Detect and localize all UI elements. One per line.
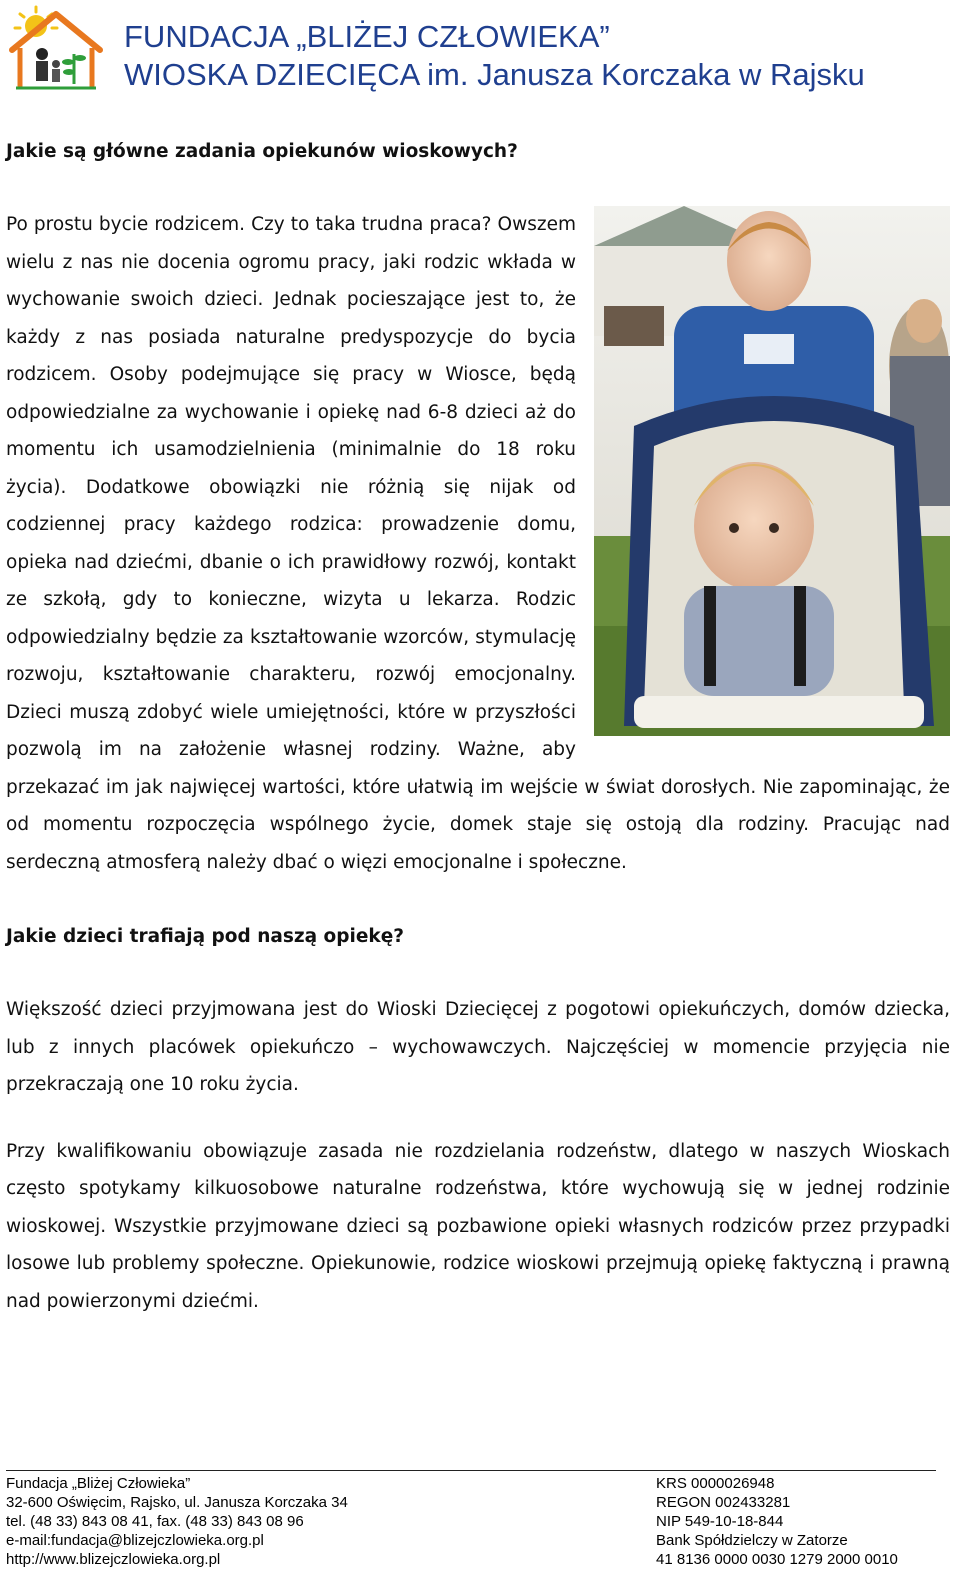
page-header bbox=[0, 0, 960, 100]
footer-bank-name: Bank Spółdzielczy w Zatorze bbox=[656, 1532, 848, 1549]
photo-boy-pushing-stroller bbox=[594, 206, 950, 736]
article-body bbox=[6, 140, 950, 1320]
footer-bank-account: 41 8136 0000 0030 1279 2000 0010 bbox=[656, 1551, 898, 1568]
village-name: WIOSKA DZIECIĘCA im. Janusza Korczaka w Rajsku bbox=[124, 57, 865, 92]
footer-regon: REGON 002433281 bbox=[656, 1494, 791, 1511]
section-heading-caregiver-tasks: Jakie są główne zadania opiekunów wioskowych? bbox=[6, 141, 518, 162]
footer-nip: NIP 549-10-18-844 bbox=[656, 1513, 784, 1530]
organization-name: FUNDACJA „BLIŻEJ CZŁOWIEKA” bbox=[124, 19, 610, 54]
footer-krs: KRS 0000026948 bbox=[656, 1475, 775, 1492]
section-paragraph-siblings: Przy kwalifikowaniu obowiązuje zasada nie rozdzielania rodzeństw, dlatego w naszych Wioskach często spotykamy kilkuosobowe naturalne rodzeństwa, które wychowują się w jednej rodzinie wioskowej. Wszystkie przyjmowane dzieci są pozbawione opieki własnych rodziców przez przypadki losowe lub problemy społeczne. Opiekunowie, rodzice wioskowi przejmują opiekę faktyczną i prawną nad powierzonymi dziećmi. bbox=[6, 1140, 950, 1312]
footer-registry bbox=[656, 1474, 898, 1569]
section-paragraph-children-origin: Większość dzieci przyjmowana jest do Wioski Dziecięcej z pogotowi opiekuńczych, domów dziecka, lub z innych placówek opiekuńczo – wychowawczych. Najczęściej w momencie przyjęcia nie przekraczają one 10 roku życia. bbox=[6, 999, 950, 1095]
section-heading-children: Jakie dzieci trafiają pod naszą opiekę? bbox=[6, 926, 404, 947]
footer-email-link[interactable]: e-mail:fundacja@blizejczlowieka.org.pl bbox=[6, 1532, 264, 1549]
footer-address: 32-600 Oświęcim, Rajsko, ul. Janusza Korczaka 34 bbox=[6, 1494, 348, 1511]
section-paragraph-caregiver-tasks: Po prostu bycie rodzicem. Czy to taka trudna praca? Owszem wielu z nas nie docenia ogromu pracy, jaki rodzic wkłada w wychowanie swoich dzieci. Jednak pocieszające jest to, że każdy z nas posiada naturalne predyspozycje do bycia rodzicem. Osoby podejmujące się pracy w Wiosce, będą odpowiedzialne za wychowanie i opiekę nad 6-8 dzieci aż do momentu ich usamodzielnienia (minimalnie do 18 roku życia). Dodatkowe obowiązki nie różnią się nijak od codziennej pracy każdego rodzica: prowadzenie domu, opieka nad dziećmi, dbanie o ich prawidłowy rozwój, kontakt ze szkołą, gdy to konieczne, wizyta u lekarza. Rodzic odpowiedzialny będzie za kształtowanie wzorców, stymulację rozwoju, kształtowanie charakteru, rozwój emocjonalny. Dzieci muszą zdobyć wiele umiejętności, które w przyszłości pozwolą im na założenie własnej rodziny. Ważne, aby przekazać im jak najwięcej wartości, które ułatwią im wejście w świat dorosłych. Nie zapominając, że od momentu rozpoczęcia wspólnego życie, domek staje się ostoją dla rodziny. Pracując nad serdeczną atmosferą należy dbać o więzi emocjonalne i społeczne. bbox=[6, 214, 950, 873]
foundation-logo bbox=[6, 4, 106, 94]
footer-phone: tel. (48 33) 843 08 41, fax. (48 33) 843 08 96 bbox=[6, 1513, 304, 1530]
footer-divider bbox=[6, 1470, 936, 1471]
footer-website-link[interactable]: http://www.blizejczlowieka.org.pl bbox=[6, 1551, 221, 1568]
footer-org-name: Fundacja „Bliżej Człowieka” bbox=[6, 1475, 191, 1492]
footer-contact bbox=[6, 1474, 348, 1569]
organization-title bbox=[124, 18, 865, 94]
